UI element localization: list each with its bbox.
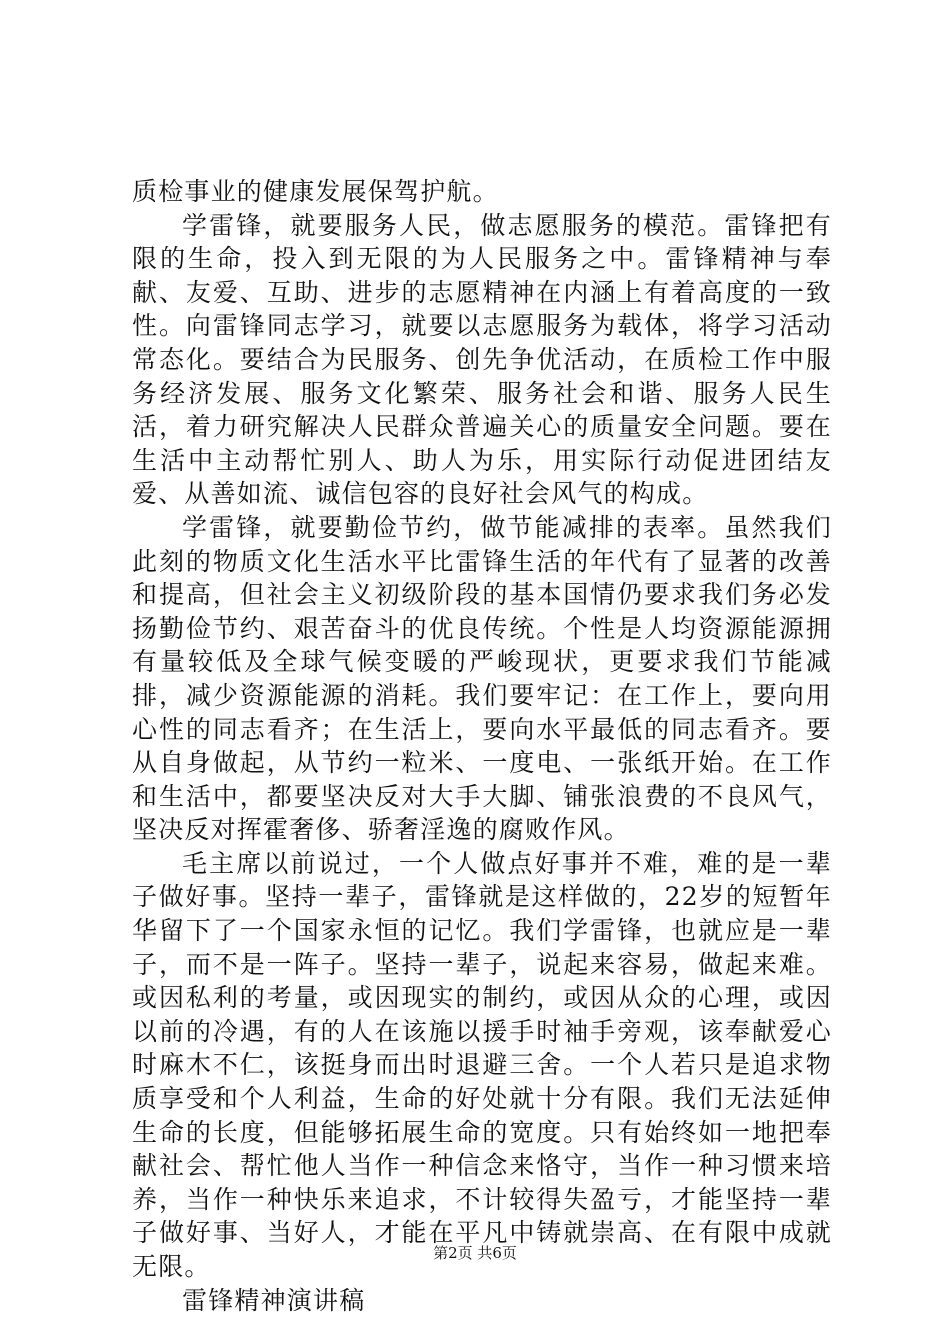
document-body — [132, 175, 832, 1317]
paragraph-title-next: 雷锋精神演讲稿 — [182, 1285, 366, 1315]
paragraph-thrift: 学雷锋，就要勤俭节约，做节能减排的表率。虽然我们此刻的物质文化生活水平比雷锋生活的年代有了显著的改善和提高，但社会主义初级阶段的基本国情仍要求我们务必发扬勤俭节约、艰苦奋斗的优良传统。个性是人均资源能源拥有量较低及全球气候变暖的严峻现状，更要求我们节能减排，减少资源能源的消耗。我们要牢记：在工作上，要向用心性的同志看齐；在生活上，要向水平最低的同志看齐。要从自身做起，从节约一粒米、一度电、一张纸开始。在工作和生活中，都要坚决反对大手大脚、铺张浪费的不良风气，坚决反对挥霍奢侈、骄奢淫逸的腐败作风。 — [132, 512, 832, 845]
paragraph-volunteer-service: 学雷锋，就要服务人民，做志愿服务的模范。雷锋把有限的生命，投入到无限的为人民服务之中。雷锋精神与奉献、友爱、互助、进步的志愿精神在内涵上有着高度的一致性。向雷锋同志学习，就要以志愿服务为载体，将学习活动常态化。要结合为民服务、创先争优活动，在质检工作中服务经济发展、服务文化繁荣、服务社会和谐、服务人民生活，着力研究解决人民群众普遍关心的质量安全问题。要在生活中主动帮忙别人、助人为乐，用实际行动促进团结友爱、从善如流、诚信包容的良好社会风气的构成。 — [132, 210, 832, 509]
paragraph-lifetime: 毛主席以前说过，一个人做点好事并不难，难的是一辈子做好事。坚持一辈子，雷锋就是这样做的，22岁的短暂年华留下了一个国家永恒的记忆。我们学雷锋，也就应是一辈子，而不是一阵子。坚持一辈子，说起来容易，做起来难。或因私利的考量，或因现实的制约，或因从众的心理，或因以前的冷遇，有的人在该施以援手时袖手旁观，该奉献爱心时麻木不仁，该挺身而出时退避三舍。一个人若只是追求物质享受和个人利益，生命的好处就十分有限。我们无法延伸生命的长度，但能够拓展生命的宽度。只有始终如一地把奉献社会、帮忙他人当作一种信念来恪守，当作一种习惯来培养，当作一种快乐来追求，不计较得失盈亏，才能坚持一辈子做好事、当好人，才能在平凡中铸就崇高、在有限中成就无限。 — [132, 848, 832, 1281]
page-number: 第2页 共6页 — [433, 1244, 517, 1262]
paragraph-continuation: 质检事业的健康发展保驾护航。 — [132, 177, 499, 206]
page-footer — [0, 1243, 950, 1263]
